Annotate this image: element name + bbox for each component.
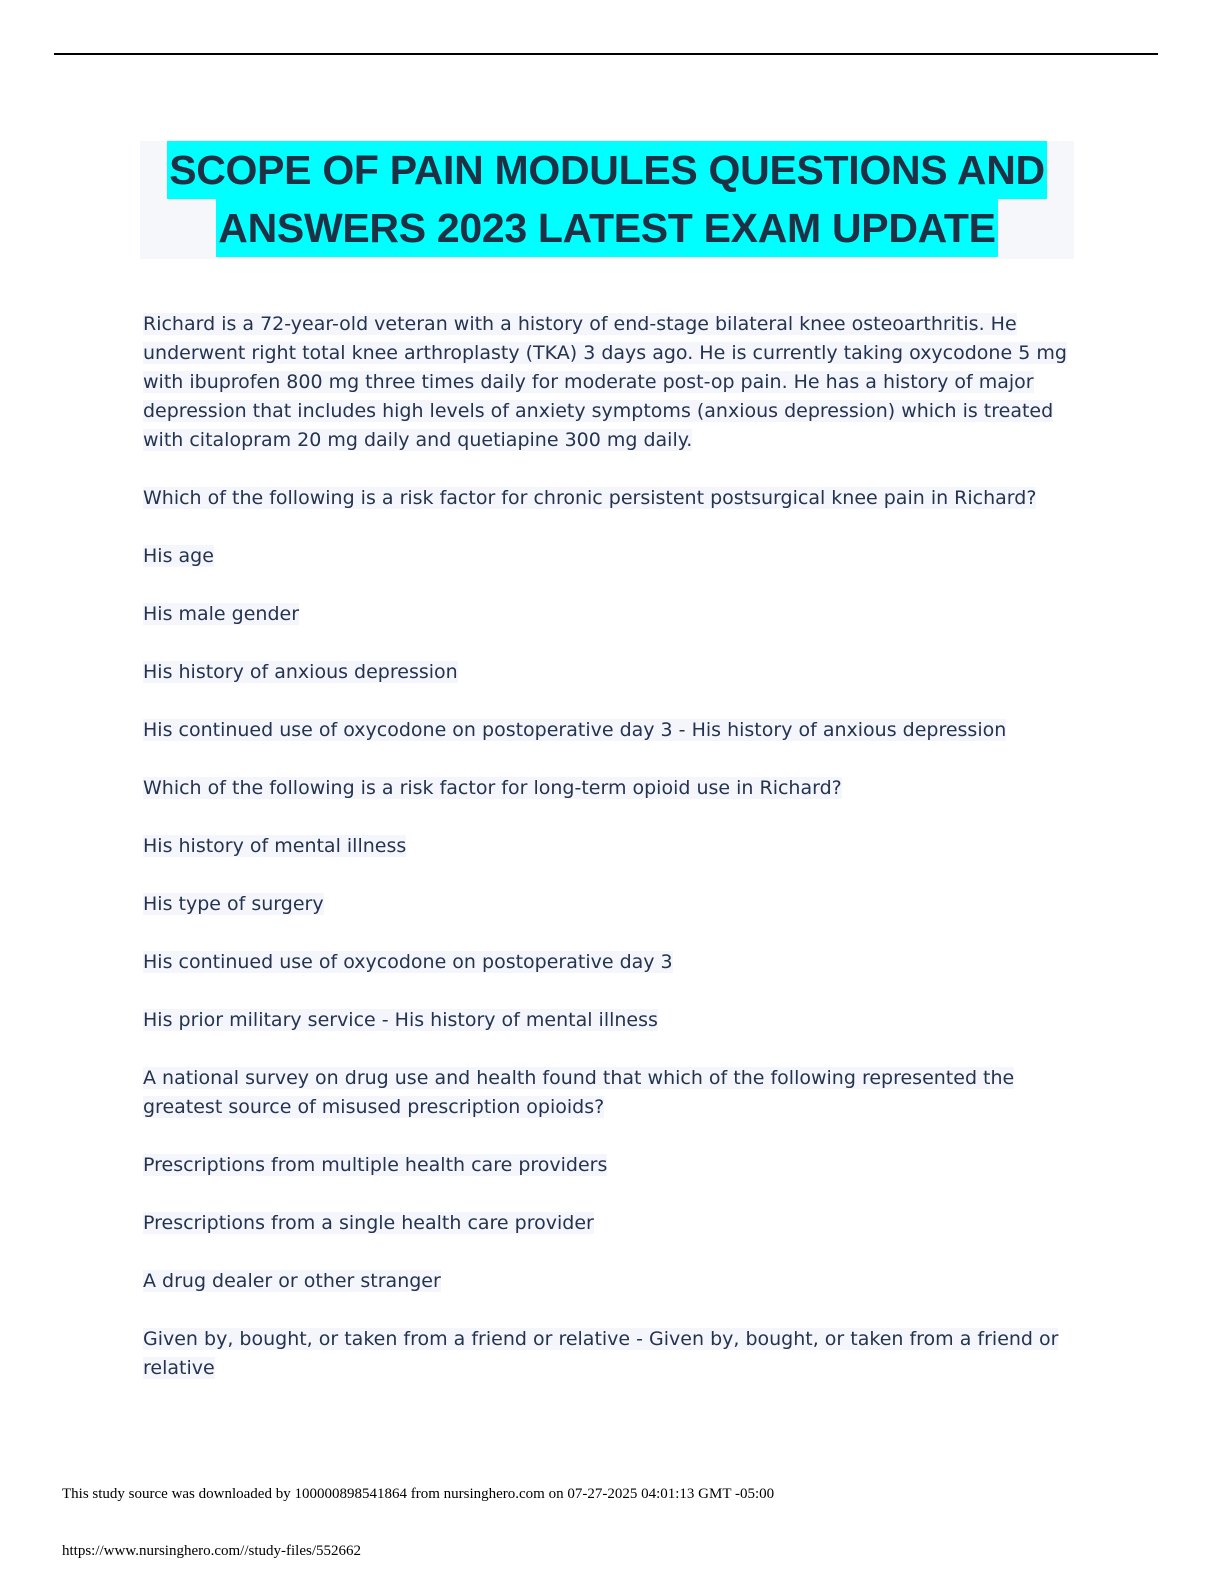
answer-option: His history of mental illness: [143, 835, 407, 857]
answer-option-with-key: Given by, bought, or taken from a friend or relative - Given by, bought, or taken from a friend or relative: [143, 1328, 1059, 1379]
title-line-2: ANSWERS 2023 LATEST EXAM UPDATE: [216, 199, 997, 257]
answer-option: Prescriptions from a single health care provider: [143, 1212, 594, 1234]
question-2: Which of the following is a risk factor for long-term opioid use in Richard?: [143, 777, 842, 799]
answer-option: His male gender: [143, 603, 300, 625]
title-line-1: SCOPE OF PAIN MODULES QUESTIONS AND: [167, 141, 1047, 199]
document-body: [143, 310, 1073, 1412]
answer-option-with-key: His prior military service - His history of mental illness: [143, 1009, 658, 1031]
answer-option: His type of surgery: [143, 893, 324, 915]
download-source-note: This study source was downloaded by 100000898541864 from nursinghero.com on 07-27-2025 04:01:13 GMT -05:00: [62, 1486, 775, 1502]
study-file-link[interactable]: https://www.nursinghero.com//study-files/552662: [62, 1543, 362, 1559]
question-1: Which of the following is a risk factor for chronic persistent postsurgical knee pain in Richard?: [143, 487, 1037, 509]
answer-option: Prescriptions from multiple health care providers: [143, 1154, 608, 1176]
answer-option: His age: [143, 545, 214, 567]
answer-option: His continued use of oxycodone on postoperative day 3: [143, 951, 673, 973]
document-title: [140, 141, 1074, 259]
answer-option-with-key: His continued use of oxycodone on postoperative day 3 - His history of anxious depression: [143, 719, 1007, 741]
answer-option: A drug dealer or other stranger: [143, 1270, 441, 1292]
case-paragraph: Richard is a 72-year-old veteran with a history of end-stage bilateral knee osteoarthritis. He underwent right total knee arthroplasty (TKA) 3 days ago. He is currently taking oxycodone 5 mg with ibuprofen 800 mg three times daily for moderate post-op pain. He has a history of major depression that includes high levels of anxiety symptoms (anxious depression) which is treated with citalopram 20 mg daily and quetiapine 300 mg daily.: [143, 313, 1067, 451]
question-3: A national survey on drug use and health found that which of the following represented the greatest source of misused prescription opioids?: [143, 1067, 1015, 1118]
answer-option: His history of anxious depression: [143, 661, 458, 683]
top-rule: [54, 53, 1158, 55]
